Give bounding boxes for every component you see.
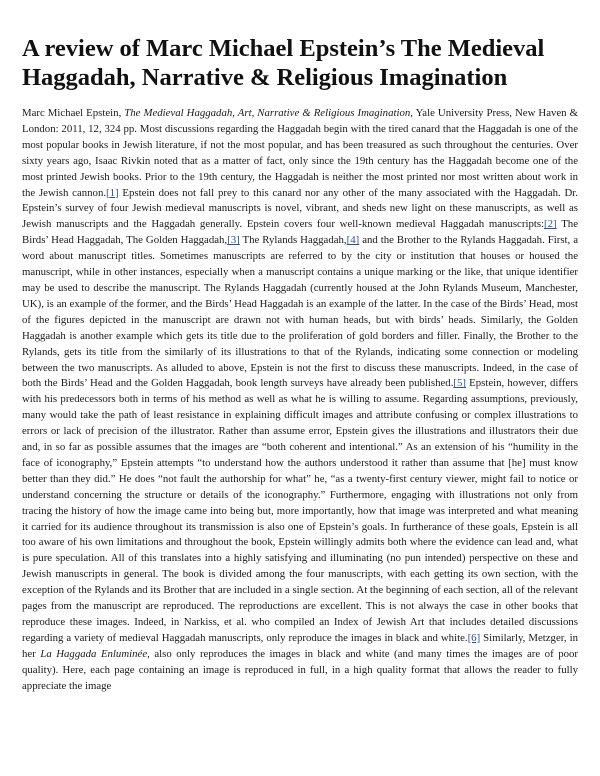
body-text-run: The Birds’ Head Haggadah, The Golden Haggadah, <box>22 218 578 247</box>
book-title-italic: The Medieval Haggadah, Art, Narrative & Religious Imagination <box>124 107 411 119</box>
book-title-italic: La Haggada Enluminée <box>40 647 148 660</box>
body-text-run: Similarly, Metzger, in her <box>22 631 579 660</box>
footnote-ref-4[interactable]: [4] <box>346 234 360 247</box>
footnote-ref-1[interactable]: [1] <box>106 186 119 199</box>
footnote-ref-2[interactable]: [2] <box>544 218 557 231</box>
body-text-run: The Rylands Haggadah, <box>239 234 347 247</box>
footnote-ref-5[interactable]: [5] <box>453 377 466 390</box>
body-text-run: , also only reproduces the images in black and white (and many times the images are of poor quality). Here, each page containing an image is reproduced in full, in a high quality format that allows the reader to fully appreciate the image <box>22 647 578 692</box>
body-text-run: and the Brother to the Rylands Haggadah. First, a word about manuscript titles. Sometimes manuscripts are referred to by the city or institution that houses or housed the manuscript, while in other instances, especially when a manuscript contains a unique marking or the like, that unique identifier may be used to describe the manuscript. The Rylands Haggadah (currently housed at the John Rylands Museum, Manchester, UK), is an example of the former, and the Birds’ Head Haggadah is an example of the latter. In the case of the Birds’ Head, most of the figures depicted in the manuscript are drawn not with human heads, but with birds’ heads. Similarly, the Golden Haggadah is another example which gets its title due to the proliferation of gold borders and filler. Finally, the Brother to the Rylands, gets its title from the similarly of its illustrations to that of the Rylands, indicating some connection or modeling between the two manuscripts. As alluded to above, Epstein is not the first to discuss these manuscripts. Indeed, in the case of both the Birds’ Head and the Golden Haggadah, book length surveys have already been published. <box>22 234 579 390</box>
article-body <box>22 106 578 695</box>
article-title: A review of Marc Michael Epstein’s The Medieval Haggadah, Narrative & Religious Imagination <box>22 35 545 91</box>
footnote-ref-6[interactable]: [6] <box>467 631 481 644</box>
footnote-ref-3[interactable]: [3] <box>227 234 240 247</box>
body-text-run: Epstein does not fall prey to this canard nor any other of the many associated with the Haggadah. Dr. Epstein’s survey of four Jewish medieval manuscripts is novel, vibrant, and sheds new light on these manuscripts, as well as Jewish manuscripts and the Haggadah generally. Epstein covers four well-known medieval Haggadah manuscripts: <box>22 186 579 231</box>
body-text-run: , Yale University Press, New Haven & London: 2011, 12, 324 pp. Most discussions regarding the Haggadah begin with the tired canard that the Haggadah is one of the most popular books in Jewish literature, if not the most popular, and has been treasured as such throughout the centuries. Over sixty years ago, Isaac Rivkin noted that as a matter of fact, only since the 19th century has the Haggadah become one of the most printed Jewish books. Prior to the 19th century, the Haggadah is neither the most printed nor most written about work in the Jewish cannon. <box>22 107 578 199</box>
body-text-run: Marc Michael Epstein, <box>22 107 125 119</box>
body-text-run: Epstein, however, differs with his predecessors both in terms of his method as well as what he is willing to assume. Regarding assumptions, previously, many would take the path of least resistance in explaining difficult images and attribute confusing or complex illustrations to errors or lack of precision of the illustrator. Rather than assume error, Epstein gives the illustrations and illustrators their due and, in so far as possible assumes that the images are “both coherent and intentional.” As an extension of his “humility in the face of iconography,” Epstein attempts “to understand how the authors understood it rather than assume that [he] must know better than they did.” He does “not fault the authorship for what” he, “as a twenty-first century viewer, might fail to notice or understand concerning the structure or details of the iconography.” Furthermore, engaging with illustrations not only from tracing the history of how the image came into being but, more importantly, how that image was interpreted and what meaning it carried for its audience throughout its transmission is also one of Epstein’s goals. In furtherance of these goals, Epstein is all too aware of his own limitations and throughout the book, Epstein willingly admits both where the evidence can lead and, what is pure speculation. All of this translates into a highly satisfying and illuminating (no pun intended) perspective on these and Jewish manuscripts in general. The book is divided among the four manuscripts, with each getting its own section, with the exception of the Rylands and its Brother that are included in a single section. At the beginning of each section, all of the relevant pages from the manuscript are reproduced. The reproductions are excellent. This is not always the case in other books that reproduce these images. Indeed, in Narkiss, et al. who compiled an Index of Jewish Art that includes detailed discussions regarding a variety of medieval Haggadah manuscripts, only reproduce the images in black and white. <box>22 377 578 644</box>
